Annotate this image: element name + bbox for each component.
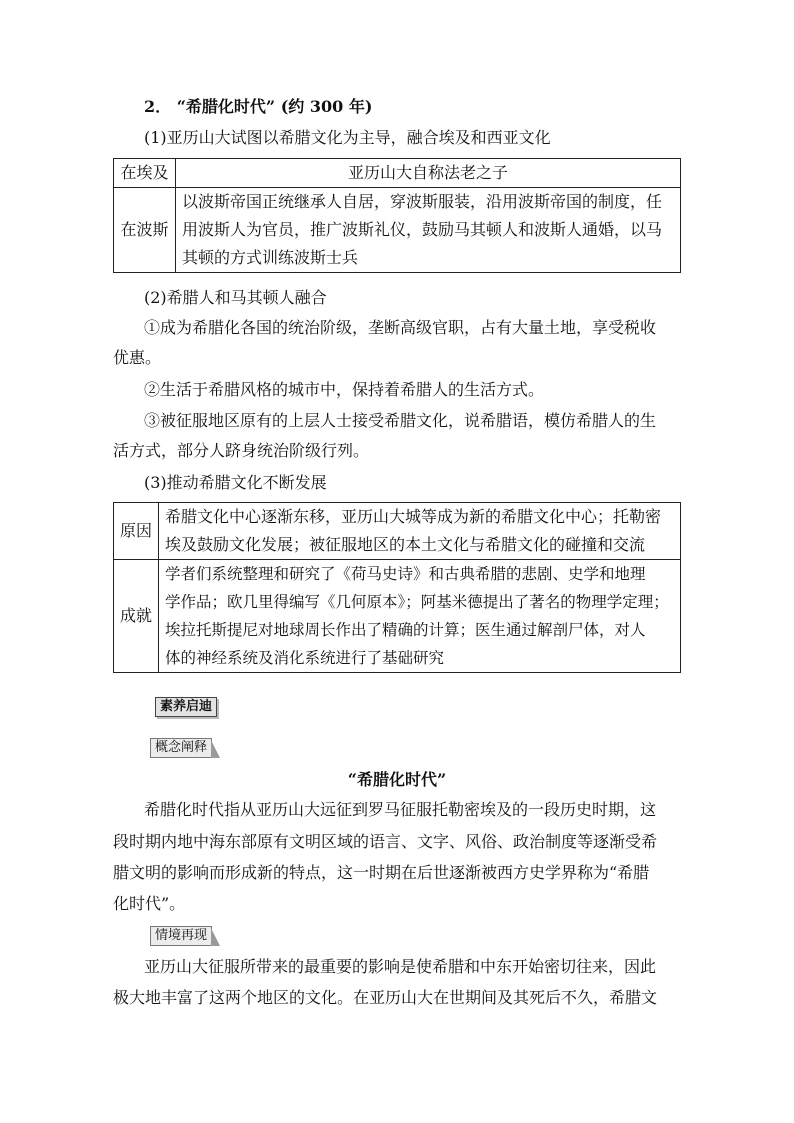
- row-content-line: 体的神经系统及消化系统进行了基础研究: [165, 649, 445, 667]
- table-row: [114, 159, 681, 188]
- paragraph-3-line-2: 活方式，部分人跻身统治阶级行列。: [113, 441, 370, 460]
- table-row: [114, 188, 681, 273]
- tag-gainian: [150, 738, 212, 758]
- row-label: 在波斯: [114, 188, 176, 273]
- row-content-line: 埃及鼓励文化发展；被征服地区的本土文化与希腊文化的碰撞和交流: [165, 535, 646, 554]
- row-content-line: 埃拉托斯提尼对地球周长作出了精确的计算；医生通过解剖尸体，对人: [165, 621, 646, 639]
- row-content: [159, 503, 681, 560]
- concept-line: 段时期内地中海东部原有文明区域的语言、文字、风俗、政治制度等逐渐受希: [113, 832, 658, 851]
- section-heading: [144, 97, 372, 117]
- table-row: [114, 560, 681, 673]
- scene-line: 极大地丰富了这两个地区的文化。在亚历山大在世期间及其死后不久，希腊文: [113, 988, 658, 1007]
- scene-line: 亚历山大征服所带来的最重要的影响是使希腊和中东开始密切往来，因此: [144, 957, 657, 976]
- heading-note: (约 300 年): [280, 97, 373, 116]
- row-content-line: 学者们系统整理和研究了《荷马史诗》和古典希腊的悲剧、史学和地理: [165, 565, 646, 583]
- row-label: 原因: [114, 503, 159, 560]
- row-label: 在埃及: [114, 159, 176, 188]
- row-content-line: 用波斯人为官员，推广波斯礼仪，鼓励马其顿人和波斯人通婚，以马: [182, 220, 663, 239]
- concept-title: “希腊化时代”: [347, 770, 447, 789]
- row-content: 亚历山大自称法老之子: [176, 159, 681, 188]
- row-content: [159, 560, 681, 673]
- row-label: 成就: [114, 560, 159, 673]
- table-conquest-policy: [113, 158, 681, 273]
- table-culture-development: [113, 502, 681, 673]
- tag-qingjing: [150, 926, 212, 946]
- heading-title: “希腊化时代”: [176, 97, 276, 116]
- paragraph-3-line-1: ③被征服地区原有的上层人士接受希腊文化，说希腊语，模仿希腊人的生: [144, 411, 657, 430]
- row-content-line: 其顿的方式训练波斯士兵: [182, 248, 359, 267]
- row-content: [176, 188, 681, 273]
- tag-label: 概念阐释: [155, 740, 208, 755]
- row-content-line: 学作品；欧几里得编写《几何原本》；阿基米德提出了著名的物理学定理；: [165, 593, 669, 611]
- tag-label: 素养启迪: [160, 699, 213, 714]
- paragraph-2: ②生活于希腊风格的城市中，保持着希腊人的生活方式。: [144, 380, 545, 399]
- subheading-1: (1)亚历山大试图以希腊文化为主导，融合埃及和西亚文化: [144, 128, 551, 147]
- tag-corner-icon: [211, 740, 220, 758]
- tag-suyang: [155, 697, 217, 717]
- tag-corner-icon: [211, 928, 220, 946]
- tag-label: 情境再现: [155, 928, 208, 943]
- heading-number: 2．: [144, 97, 172, 116]
- row-content-line: 希腊文化中心逐渐东移，亚历山大城等成为新的希腊文化中心；托勒密: [165, 507, 662, 526]
- concept-line: 腊文明的影响而形成新的特点，这一时期在后世逐渐被西方史学界称为“希腊: [113, 863, 650, 882]
- concept-line: 化时代”。: [113, 894, 186, 913]
- paragraph-1-line-1: ①成为希腊化各国的统治阶级，垄断高级官职，占有大量土地，享受税收: [144, 318, 657, 337]
- subheading-2: (2)希腊人和马其顿人融合: [144, 288, 327, 307]
- subheading-3: (3)推动希腊文化不断发展: [144, 473, 327, 492]
- row-content-line: 以波斯帝国正统继承人自居，穿波斯服装，沿用波斯帝国的制度，任: [182, 192, 663, 211]
- paragraph-1-line-2: 优惠。: [113, 348, 162, 367]
- table-row: [114, 503, 681, 560]
- concept-line: 希腊化时代指从亚历山大远征到罗马征服托勒密埃及的一段历史时期，这: [144, 800, 657, 819]
